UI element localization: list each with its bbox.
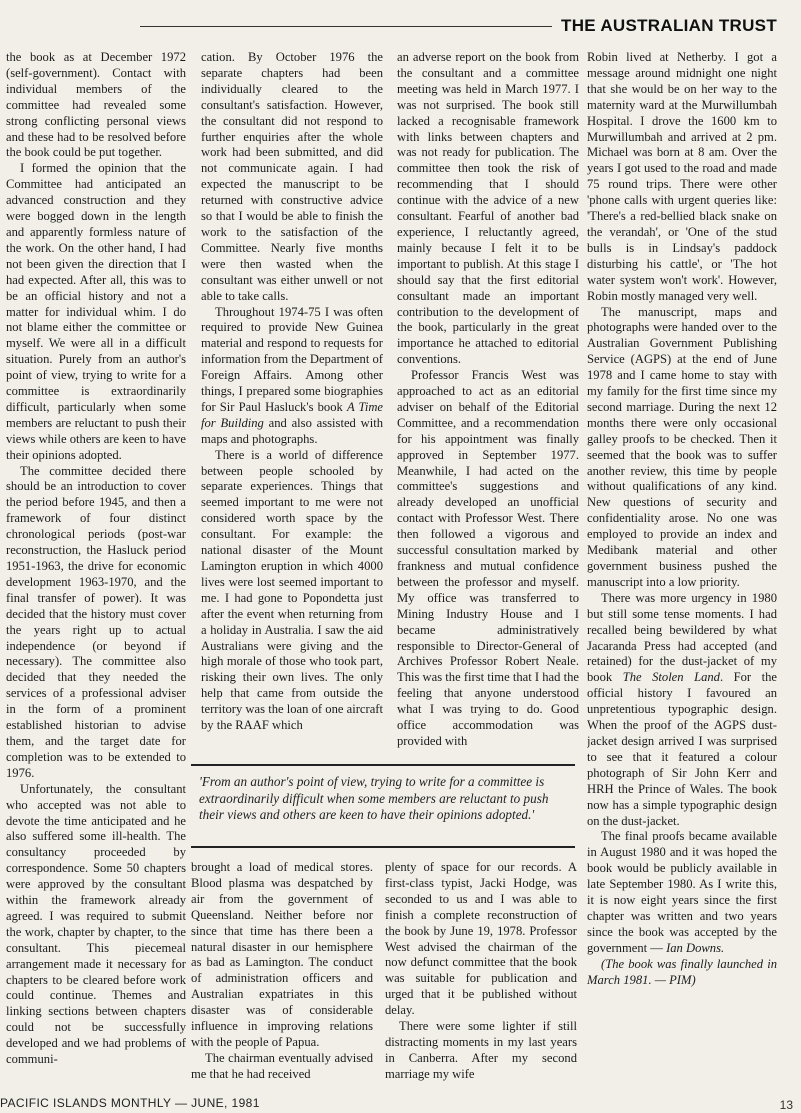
editor-note-text: (The book was finally launched in March 1981. — PIM) xyxy=(587,956,777,987)
editor-note xyxy=(587,957,777,989)
paragraph xyxy=(587,829,777,956)
book-title: The Stolen Land xyxy=(622,670,720,685)
header-rule xyxy=(140,26,552,27)
paragraph: I formed the opinion that the Committee had anticipated an advanced construction and they were bogged down in the length and apparently formless nature of the work. On the other hand, I had not been given the direction that I had expected. After all, this was to be an official history and not a matter for individual whim. I do not blame either the committee or myself. We were all in a difficult situation. Purely from an author's point of view, trying to write for a committee is extraordinarily difficult, particularly when some members are reluctant to push their views while others are keen to have their opinions adopted. xyxy=(6,161,186,462)
paragraph: an adverse report on the book from the consultant and a committee meeting was held in March 1977. I was not surprised. The book still lacked a recognisable framework with links between chapters and was not ready for publication. The committee then took the risk of recommending that I should continue with the advice of a new consultant. Fearful of another bad experience, I reluctantly agreed, mainly because I felt it to be important to publish. At this stage I should say that the first editorial consultant made an important contribution to the development of the book, particularly in the great importance he attached to editorial conventions. xyxy=(397,50,579,367)
paragraph-text: and also assisted with maps and photographs. xyxy=(201,415,383,446)
paragraph: The committee decided there should be an introduction to cover the period before 1945, and then a framework of four distinct chronological periods (post-war reconstruction, the Hasluck period 1951-1963, the drive for economic development 1963-1970, and the final transfer of power). It was decided that the history must cover the years right up to actual independence (or beyond if necessary). The committee also decided that they needed the services of a professional adviser in the form of a prominent established historian to advise them, and the target date for completion was to be extended to 1976. xyxy=(6,463,186,780)
page-number: 13 xyxy=(779,1098,793,1112)
section-title: THE AUSTRALIAN TRUST xyxy=(561,16,777,35)
pull-quote-text: 'From an author's point of view, trying to write for a committee is extraordinarily difficult when some members are reluctant to push their views and others are keen to have their opinions adopted.' xyxy=(199,774,549,822)
paragraph: The manuscript, maps and photographs were handed over to the Australian Government Publishing Service (AGPS) at the end of June 1978 and I came home to stay with my family for the first time since my second marriage. During the next 12 months there were only occasional galley proofs to be checked. Then it seemed that the book was to suffer another review, this time by people without qualifications of any kind. New questions of security and confidentiality arose. No one was employed to provide an index and Medibank material and other government business pushed the manuscript into a low priority. xyxy=(587,304,777,589)
article-column-3 xyxy=(397,50,579,758)
paragraph xyxy=(587,591,777,830)
article-column-1 xyxy=(6,50,186,1084)
footer-publication-line: PACIFIC ISLANDS MONTHLY — JUNE, 1981 xyxy=(0,1096,260,1110)
paragraph: brought a load of medical stores. Blood plasma was despatched by air from the government of Queensland. Neither before nor since that time has there been a natural disaster in our hemisphere as bad as Lamington. The conduct of administration officers and Australian expatriates in this disaster was of considerable influence in improving relations with the people of Papua. xyxy=(191,860,373,1049)
article-column-3-lower xyxy=(385,860,577,1090)
paragraph: There were some lighter if still distracting moments in my last years in Canberra. After my second marriage my wife xyxy=(385,1019,577,1081)
pull-quote xyxy=(191,764,575,848)
paragraph-text: The final proofs became available in August 1980 and it was hoped the book would be publicly available in late September 1980. As I write this, it is now eight years since the first chapter was written and two years since the book was accepted by the government — xyxy=(587,829,777,955)
author-signature: Ian Downs. xyxy=(666,940,725,955)
article-column-4 xyxy=(587,50,777,1090)
paragraph: The chairman eventually advised me that he had received xyxy=(191,1050,373,1081)
paragraph-text: . For the official history I favoured an unpretentious typographic design. When the proof of the AGPS dust-jacket design arrived I was surprised to see that it featured a colour photograph of Sir John Kerr and HRH the Prince of Wales. The book now has a simple typographic design on the dust-jacket. xyxy=(587,670,777,828)
paragraph: cation. By October 1976 the separate chapters had been individually cleared to the consultant's satisfaction. However, the consultant did not respond to further enquiries after the whole work had been submitted, and did not communicate again. I had expected the manuscript to be returned with constructive advice so that I would be able to finish the work to the satisfaction of the Committee. Nearly five months were then wasted when the consultant was either unwell or not able to take calls. xyxy=(201,50,383,303)
paragraph: There is a world of difference between people schooled by separate experiences. Things that seemed important to me were not considered worth space by the consultant. For example: the national disaster of the Mount Lamington eruption in which 4000 lives were lost seemed important to me. I had gone to Popondetta just after the event when returning from a holiday in Australia. I saw the aid Australians were giving and the high morale of those who took part, risking their own lives. The only help that came from outside the territory was the loan of one aircraft by the RAAF which xyxy=(201,447,383,733)
book-title: A Time for Building xyxy=(201,399,383,430)
paragraph-text: Throughout 1974-75 I was often required to provide New Guinea material and respond to requests for information from the Department of Foreign Affairs. Among other things, I prepared some biographies for Sir Paul Hasluck's book xyxy=(201,304,383,414)
paragraph-text: There was more urgency in 1980 but still some tense moments. I had recalled being bewildered by what Jacaranda Press had accepted (and retained) for the dust-jacket of my book xyxy=(587,590,777,685)
paragraph xyxy=(201,305,383,448)
paragraph: the book as at December 1972 (self-government). Contact with individual members of the committee had revealed some strong conflicting personal views and these had to be resolved before the book could be put together. xyxy=(6,50,186,160)
article-column-2 xyxy=(201,50,383,758)
paragraph: plenty of space for our records. A first-class typist, Jacki Hodge, was seconded to us and I was able to finish a complete reconstruction of the book by June 19, 1978. Professor West advised the chairman of the now defunct committee that the book was suitable for publication and urged that it be published without delay. xyxy=(385,860,577,1018)
paragraph: Unfortunately, the consultant who accepted was not able to devote the time anticipated and he also suffered some ill-health. The consultancy proceeded by correspondence. Some 50 chapters were approved by the consultant within the framework already agreed. I was required to submit the work, chapter by chapter, to the consultant. This piecemeal arrangement made it necessary for chapters to be cleared before work could continue. Themes and linking sections between chapters could not be successfully developed and we had problems of communi- xyxy=(6,781,186,1067)
article-column-2-lower xyxy=(191,860,373,1090)
paragraph: Professor Francis West was approached to act as an editorial adviser on behalf of the Editorial Committee, and a recommendation for his appointment was finally approved in September 1977. Meanwhile, I had acted on the committee's suggestions and already developed an unofficial contact with Professor West. There then followed a vigorous and successful consultation marked by frankness and mutual confidence between the professor and myself. My office was transferred to Mining Industry House and I became administratively responsible to Director-General of Archives Professor Robert Neale. This was the first time that I had the feeling that anyone understood what I was trying to do. Good office accommodation was provided with xyxy=(397,368,579,748)
paragraph: Robin lived at Netherby. I got a message around midnight one night that she would be on her way to the maternity ward at the Murwillumbah Hospital. I drove the 1600 km to Murwillumbah and arrived at 2 pm. Michael was born at 8 am. Over the years I got used to the road and made 75 round trips. There were other 'phone calls with urgent queries like: 'There's a red-bellied black snake on the verandah', or 'One of the stud bulls is in Lindsay's paddock disturbing his cattle', or 'The hot water system won't work'. However, Robin mostly managed very well. xyxy=(587,50,777,303)
